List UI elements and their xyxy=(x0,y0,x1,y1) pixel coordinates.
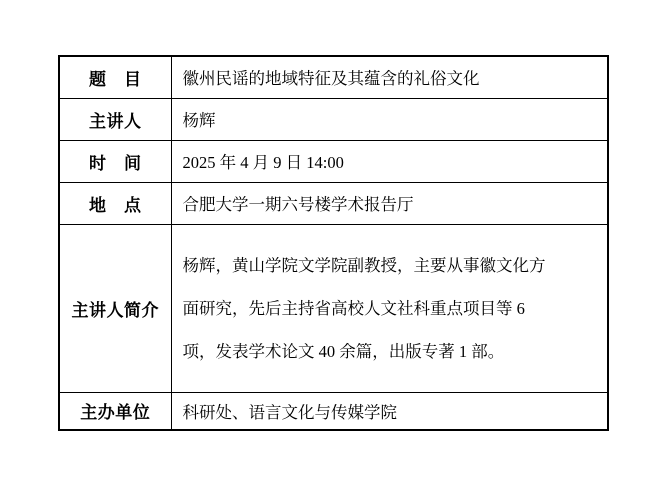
bio-line-1: 杨辉，黄山学院文学院副教授，主要从事徽文化方 xyxy=(182,255,546,275)
bio-line-2: 面研究，先后主持省高校人文社科重点项目等 6 xyxy=(182,298,525,318)
bio-line-3: 项，发表学术论文 40 余篇，出版专著 1 部。 xyxy=(182,341,505,361)
table-row-bio xyxy=(59,224,608,392)
table-row-time xyxy=(59,140,608,182)
row-value-time: 2025 年 4 月 9 日 14:00 xyxy=(171,140,608,182)
row-value-title: 徽州民谣的地域特征及其蕴含的礼俗文化 xyxy=(171,56,608,98)
row-value-speaker: 杨辉 xyxy=(171,98,608,140)
row-label-organizer: 主办单位 xyxy=(59,392,171,430)
table-row-title xyxy=(59,56,608,98)
lecture-info-table xyxy=(58,55,609,431)
row-label-location: 地 点 xyxy=(59,182,171,224)
row-label-title: 题 目 xyxy=(59,56,171,98)
row-label-time: 时 间 xyxy=(59,140,171,182)
table-row-organizer xyxy=(59,392,608,430)
row-value-organizer: 科研处、语言文化与传媒学院 xyxy=(171,392,608,430)
row-label-speaker: 主讲人 xyxy=(59,98,171,140)
row-value-location: 合肥大学一期六号楼学术报告厅 xyxy=(171,182,608,224)
table-row-location xyxy=(59,182,608,224)
row-label-bio: 主讲人简介 xyxy=(59,224,171,392)
row-value-bio xyxy=(171,224,608,392)
table-row-speaker xyxy=(59,98,608,140)
